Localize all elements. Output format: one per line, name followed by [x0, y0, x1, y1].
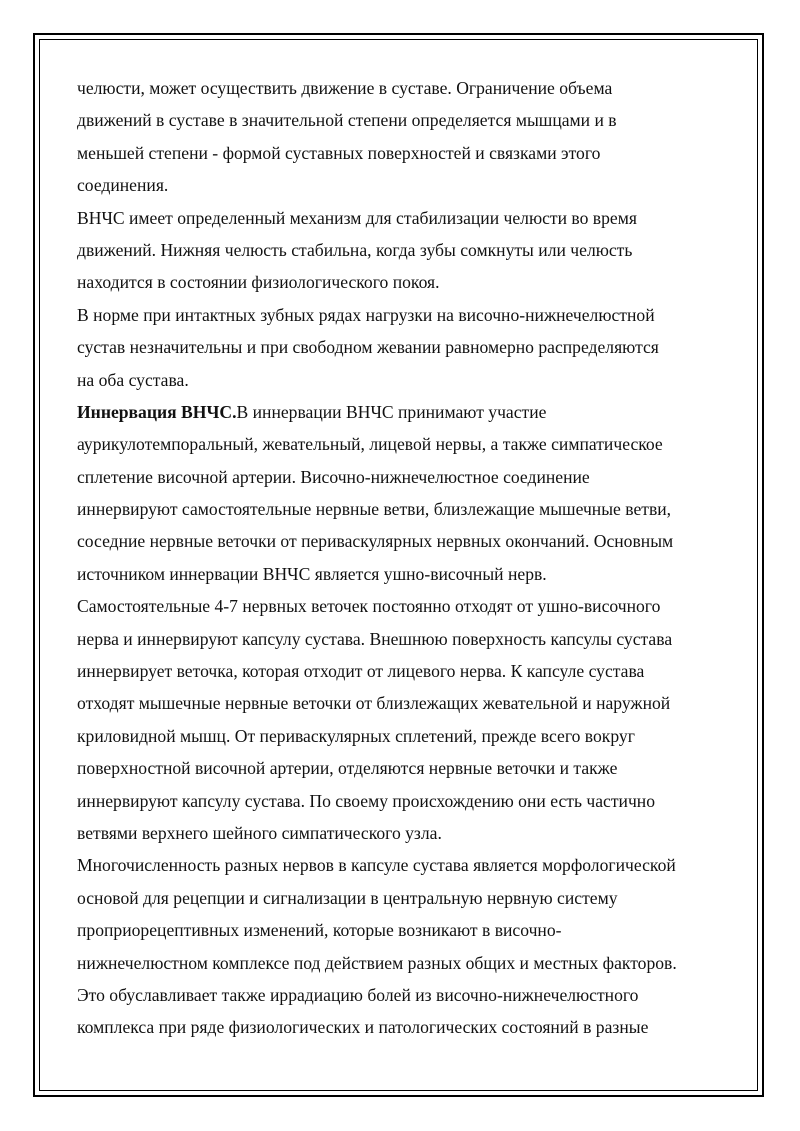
text-line: челюсти, может осуществить движение в суставе. Ограничение объема — [77, 78, 613, 98]
text-line: меньшей степени - формой суставных поверхностей и связками этого — [77, 142, 601, 163]
text-line: поверхностной височной артерии, отделяются нервные веточки и также — [77, 758, 618, 779]
text-line: иннервируют капсулу сустава. По своему происхождению они есть частично — [77, 790, 656, 811]
text-line: ветвями верхнего шейного симпатического узла. — [77, 822, 442, 843]
text-line: аурикулотемпоральный, жевательный, лицевой нервы, а также симпатическое — [77, 434, 663, 455]
text-line: В норме при интактных зубных рядах нагрузки на височно-нижнечелюстной — [77, 304, 655, 325]
text-line: проприорецептивных изменений, которые возникают в височно- — [77, 920, 562, 941]
text-line: Это обуславливает также иррадиацию болей из височно-нижнечелюстного — [77, 984, 639, 1005]
innervation-heading: Иннервация ВНЧС. — [77, 401, 237, 422]
text-line: отходят мышечные нервные веточки от близлежащих жевательной и наружной — [77, 693, 671, 714]
text-line: движений в суставе в значительной степени определяется мышцами и в — [77, 110, 617, 131]
text-line: комплекса при ряде физиологических и патологических состояний в разные — [77, 1017, 649, 1038]
text-line: источником иннервации ВНЧС является ушно-височный нерв. — [77, 563, 547, 584]
text-line: соседние нервные веточки от периваскулярных нервных окончаний. Основным — [77, 531, 674, 552]
text-line: ВНЧС имеет определенный механизм для стабилизации челюсти во время — [77, 207, 637, 228]
text-line: иннервирует веточка, которая отходит от лицевого нерва. К капсуле сустава — [77, 661, 645, 682]
text-line: сплетение височной артерии. Височно-нижнечелюстное соединение — [77, 466, 590, 487]
text-line: соединения. — [77, 175, 169, 196]
text-line: Самостоятельные 4-7 нервных веточек постоянно отходят от ушно-височного — [77, 596, 661, 617]
innervation-first-line: В иннервации ВНЧС принимают участие — [236, 401, 547, 422]
text-line: на оба сустава. — [77, 369, 189, 390]
text-line: находится в состоянии физиологического покоя. — [77, 272, 440, 293]
innervation-line — [77, 396, 737, 428]
text-line: основой для рецепции и сигнализации в центральную нервную систему — [77, 887, 618, 908]
text-line: сустав незначительны и при свободном жевании равномерно распределяются — [77, 337, 659, 358]
text-line: криловидной мышц. От периваскулярных сплетений, прежде всего вокруг — [77, 725, 635, 746]
text-line: нерва и иннервируют капсулу сустава. Внешнюю поверхность капсулы сустава — [77, 628, 673, 649]
document-body — [77, 72, 737, 1044]
text-line: Многочисленность разных нервов в капсуле сустава является морфологической — [77, 855, 676, 876]
text-line: движений. Нижняя челюсть стабильна, когда зубы сомкнуты или челюсть — [77, 239, 633, 260]
text-line: иннервируют самостоятельные нервные ветви, близлежащие мышечные ветви, — [77, 499, 672, 520]
text-line: нижнечелюстном комплексе под действием разных общих и местных факторов. — [77, 952, 677, 973]
